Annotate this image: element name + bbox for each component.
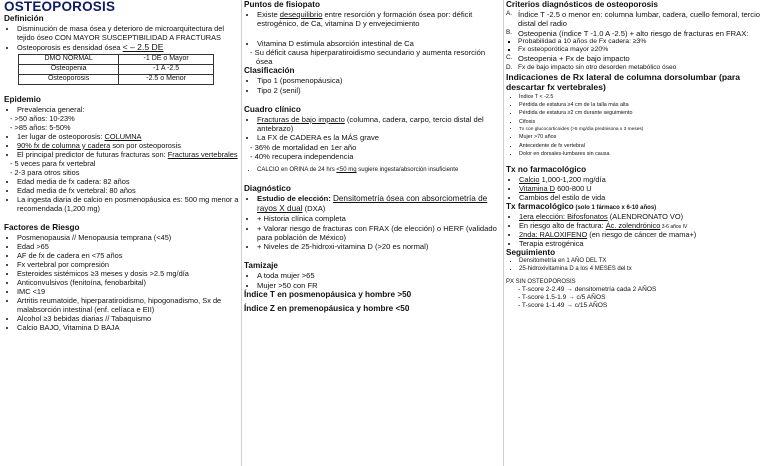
- list-item: • 90% fx de columna y cadera son por osteoporosis: [17, 141, 240, 150]
- list-item: • IMC <19: [17, 287, 240, 296]
- list-item: • Antecedente de fx vertebral: [519, 142, 764, 150]
- list-item: • Posmenopausia // Menopausia temprana (<45): [17, 233, 240, 242]
- definicion-list: [4, 24, 240, 53]
- table-row: DMO NORMAL -1 DE o Mayor: [19, 54, 214, 64]
- sub-list: [506, 38, 764, 55]
- list-item: • Estudio de elección: Densitometría ósea con absorciometría de rayos X dual (DXA): [257, 194, 502, 214]
- page-title: OSTEOPOROSIS: [4, 0, 116, 14]
- table-row: Osteopenia -1 A -2.5: [19, 64, 214, 74]
- list-item: • Existe desequilibrio entre resorción y formación ósea por: déficit estrogénico, de Ca, vitamina D y envejecimiento: [257, 10, 502, 29]
- criterios-list: [506, 10, 764, 38]
- list-item: • + Historia clínica completa: [257, 214, 502, 223]
- list-item: • Tipo 2 (senil): [257, 86, 502, 95]
- list-item: • Calcio BAJO, Vitamina D BAJA: [17, 323, 240, 332]
- section-heading-factores: Factores de Riesgo: [4, 222, 80, 232]
- sub-list: [4, 159, 240, 177]
- list-item: • Terapia estrogénica: [519, 239, 764, 248]
- list-item: - >85 años: 5-50%: [16, 123, 240, 132]
- epidemio-list: [4, 132, 240, 159]
- list-item: • 2nda: RALOXIFENO (en riesgo de cáncer de mama+): [519, 230, 764, 239]
- list-item: • Disminución de masa ósea y deterioro de microarquitectura del tejido óseo CON MAYOR SUSCEPTIBILIDAD A FRACTURAS: [17, 24, 240, 42]
- list-item: A. Índice T -2.5 o menor en: columna lumbar, cadera, cuello femoral, tercio distal del radio: [506, 10, 760, 29]
- sub-list: [244, 143, 502, 162]
- section-heading-tx-no-farmacologico: Tx no farmacológico: [506, 164, 587, 174]
- list-item: • La FX de CADERA es la MÁS grave: [257, 133, 502, 142]
- column-middle: [244, 0, 502, 466]
- list-item: - T-score 2-2.49 → densitometría cada 2 AÑOS: [524, 286, 764, 294]
- list-item: • Edad media de fx cadera: 82 años: [17, 177, 240, 186]
- tx-farm-list: [506, 212, 764, 248]
- list-item: • Cambios del estilo de vida: [519, 193, 764, 202]
- section-heading-clasificacion: Clasificación: [244, 66, 295, 76]
- section-heading-diagnostico: Diagnóstico: [244, 184, 291, 194]
- list-item: • AF de fx de cadera en <75 años: [17, 251, 240, 260]
- list-item: • Cifosis: [519, 118, 764, 126]
- section-heading-definicion: Definición: [4, 14, 44, 23]
- epidemio-list: [4, 177, 240, 213]
- list-item: B. Osteopenia (índice T -1.0 A -2.5) + alto riesgo de fracturas en FRAX:: [506, 28, 749, 38]
- list-item: • Pérdida de estatura ≥4 cm de la talla más alta: [519, 101, 764, 109]
- list-item: - Su déficit causa hiperparatiroidismo secundario y aumenta resorción ósea: [256, 48, 502, 67]
- indicaciones-list: [506, 93, 764, 159]
- section-heading-px: PX SIN OSTEOPOROSIS: [506, 278, 576, 285]
- list-item: • El principal predictor de futuras fracturas son: Fracturas vertebrales: [17, 150, 240, 159]
- list-item: - T-score 1.5-1.9 → c/5 AÑOS: [524, 294, 764, 302]
- list-item: • Tx con glucocorticoides (>5 mg/día prednisona x 3 meses): [519, 126, 764, 133]
- fisiopato-list: [244, 39, 502, 48]
- list-item: • Edad media de fx vertebral: 80 años: [17, 186, 240, 195]
- section-heading-tamizaje: Tamizaje: [244, 261, 278, 271]
- section-heading-fisiopato: Puntos de fisiopato: [244, 0, 320, 9]
- fisiopato-list: [244, 10, 502, 29]
- list-item: • Mujer >50 con FR: [257, 281, 502, 290]
- diagnostico-list: [244, 194, 502, 251]
- column-right: [506, 0, 764, 466]
- list-item: • Vitamina D estimula absorción intestinal de Ca: [257, 39, 502, 48]
- column-left: [4, 0, 240, 466]
- list-item: • La ingesta diaria de calcio en posmenopáusica es: 500 mg menor a recomendada (1,200 mg): [17, 195, 240, 213]
- list-item: ▪ Probabilidad a 10 años de Fx cadera: ≥3%: [518, 38, 764, 46]
- list-item: • Pérdida de estatura ≥2 cm durante seguimiento: [519, 109, 764, 117]
- section-heading-seguimiento: Seguimiento: [506, 248, 556, 258]
- seguimiento-list: [506, 258, 764, 273]
- criterios-list: [506, 54, 764, 71]
- list-item: • En riesgo alto de fractura: Ác. zolendrónico 3-6 años IV: [519, 221, 764, 230]
- column-divider: [241, 0, 242, 466]
- list-item: • Índice T < -2.5: [519, 93, 764, 101]
- density-table: [18, 54, 214, 85]
- list-item: • Fracturas de bajo impacto (columna, cadera, carpo, tercio distal del antebrazo): [257, 115, 502, 134]
- epidemio-list: [4, 105, 240, 114]
- list-item: - 5 veces para fx vertebral: [16, 159, 240, 168]
- list-item: • Mujer >70 años: [519, 133, 764, 141]
- sub-list: [4, 114, 240, 132]
- tx-no-farm-list: [506, 175, 764, 202]
- clinico-list: [244, 167, 502, 174]
- list-item: D. Fx de bajo impacto sin otro desorden metabólico óseo: [506, 63, 677, 71]
- list-item: • Osteoporosis es densidad ósea < – 2.5 DE: [17, 42, 240, 52]
- list-item: ▪ Fx osteoporótica mayor ≥20%: [518, 46, 764, 54]
- list-item: • A toda mujer >65: [257, 271, 502, 280]
- clasificacion-list: [244, 76, 502, 95]
- clinico-list: [244, 115, 502, 143]
- list-item: • Edad >65: [17, 242, 240, 251]
- list-item: - >50 años: 10-23%: [16, 114, 240, 123]
- list-item: - 2-3 para otros sitios: [16, 168, 240, 177]
- list-item: • Artritis reumatoide, hiperparatiroidismo, hipogonadismo, Sx de malabsorción intestinal (enf. celíaca e EII): [17, 296, 240, 314]
- column-divider: [503, 0, 504, 466]
- indice-z-note: Índice Z en premenopáusica y hombre <50: [244, 303, 410, 313]
- list-item: • Anticonvulsivos (fenitoína, fenobarbital): [17, 278, 240, 287]
- list-item: • CALCIO en ORINA de 24 hrs <50 mg sugiere ingesta/absorción insuficiente: [257, 167, 502, 174]
- list-item: • 25-hidroxivitamina D a los 4 MESES del tx: [519, 266, 764, 273]
- section-heading-tx-farmacologico: Tx farmacológico (solo 1 fármaco x 6-10 años): [506, 201, 657, 211]
- list-item: • Vitamina D 600-800 U: [519, 184, 764, 193]
- list-item: • Tipo 1 (posmenopáusica): [257, 76, 502, 85]
- list-item: • Esteroides sistémicos ≥3 meses y dosis >2.5 mg/día: [17, 269, 240, 278]
- section-heading-indicaciones: Indicaciones de Rx lateral de columna dorsolumbar (para descartar fx vertebrales): [506, 71, 741, 93]
- table-row: Osteoporosis -2.5 o Menor: [19, 74, 214, 84]
- list-item: • Densitometría en 1 AÑO DEL TX: [519, 258, 764, 265]
- section-heading-cuadro-clinico: Cuadro clínico: [244, 104, 301, 114]
- list-item: • 1er lugar de osteoporosis: COLUMNA: [17, 132, 240, 141]
- factores-list: [4, 233, 240, 332]
- list-item: • Dolor en dorsales-lumbares sin causa: [519, 150, 764, 158]
- list-item: - T-score 1-1.49 → c/15 AÑOS: [524, 302, 764, 310]
- sub-list: [244, 48, 502, 67]
- px-list: [506, 286, 764, 310]
- section-heading-criterios: Criterios diagnósticos de osteoporosis: [506, 0, 658, 9]
- list-item: - 40% recupera independencia: [256, 152, 502, 161]
- section-heading-epidemio: Epidemio: [4, 94, 41, 104]
- list-item: - 36% de mortalidad en 1er año: [256, 143, 502, 152]
- list-item: • Fx vertebral por compresión: [17, 260, 240, 269]
- list-item: • Alcohol ≥3 bebidas diarias // Tabaquismo: [17, 314, 240, 323]
- list-item: • Prevalencia general:: [17, 105, 240, 114]
- list-item: C. Osteopenia + Fx de bajo impacto: [506, 54, 630, 64]
- tamizaje-list: [244, 271, 502, 290]
- list-item: • + Niveles de 25-hidroxi-vitamina D (>20 es normal): [257, 242, 502, 251]
- indice-t-note: Índice T en posmenopáusica y hombre >50: [244, 289, 412, 299]
- list-item: • + Valorar riesgo de fracturas con FRAX (de elección) o HERF (validado para población de México): [257, 224, 502, 243]
- list-item: • 1era elección: Bifosfonatos (ALENDRONATO VO): [519, 212, 764, 221]
- list-item: • Calcio 1,000-1,200 mg/día: [519, 175, 764, 184]
